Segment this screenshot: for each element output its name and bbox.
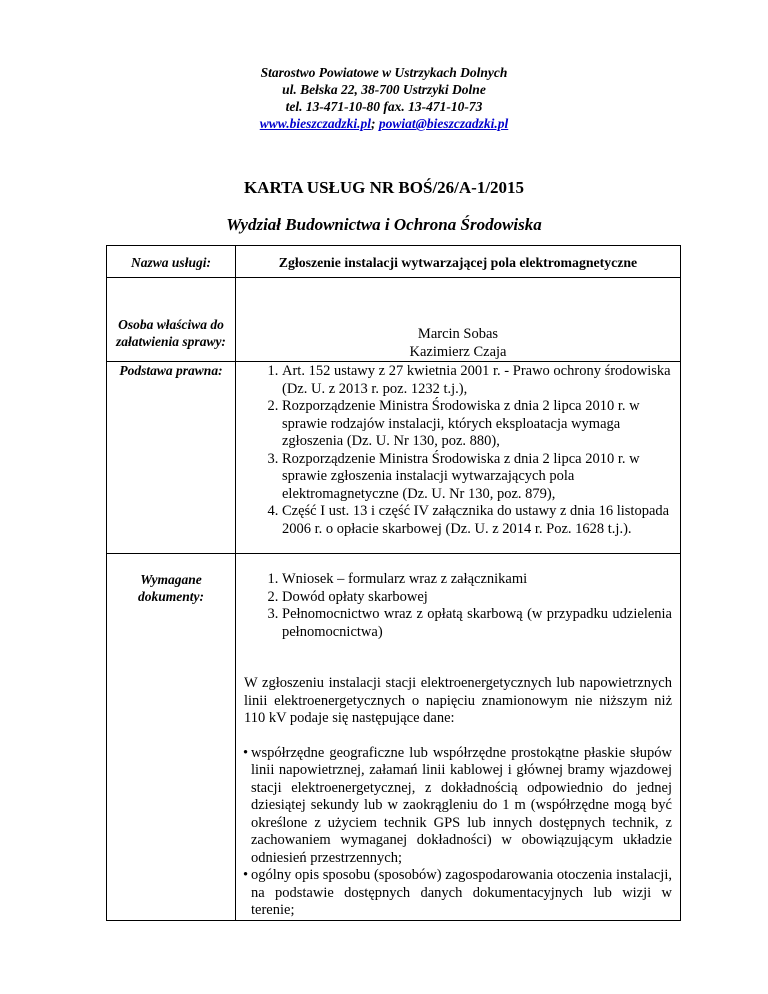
bullet-item [244, 867, 672, 920]
legal-item: 3. Rozporządzenie Ministra Środowiska z dnia 2 lipca 2010 r. w sprawie zgłoszenia instalacji wytwarzających pola elektromagnetyczne (Dz. U. Nr 130, poz. 879), [282, 451, 674, 504]
card-title: KARTA USŁUG NR BOŚ/26/A-1/2015 [243, 178, 525, 197]
bullet-item [244, 745, 672, 868]
office-header [0, 64, 768, 132]
legal-item: 4. Część I ust. 13 i część IV załącznika do ustawy z dnia 16 listopada 2006 r. o opłacie skarbowej (Dz. U. z 2014 r. Poz. 1628 t.j.). [282, 503, 674, 538]
bullet-text: współrzędne geograficzne lub współrzędne prostokątne płaskie słupów linii napowietrznej, załamań linii kablowej i głównej bramy wjazdowej stacji elektroenergetycznej, z dokładnością odpowiednio do jednej dziesiątej sekundy lub w zaokrągleniu do 1 m (współrzędne mogą być określone z użyciem technik GPS lub innych dostępnych technik, z zachowaniem wymaganej dokładności) w obowiązującym układzie odniesień przestrzennych; [251, 744, 672, 866]
document-item: 2. Dowód opłaty skarbowej [282, 589, 672, 607]
notification-paragraph: W zgłoszeniu instalacji stacji elektroenergetycznych lub napowietrznych linii elektroenergetycznych o napięciu znamionowym nie niższym niż 110 kV podaje się następujące dane: [244, 675, 672, 726]
documents-list [236, 571, 680, 641]
person-name: Marcin Sobas [417, 326, 499, 342]
service-card-table [106, 245, 681, 921]
document-item: 1. Wniosek – formularz wraz z załącznikami [282, 571, 672, 589]
service-value: Zgłoszenie instalacji wytwarzającej pola elektromagnetyczne [278, 255, 638, 270]
bullet-glyph: • [243, 744, 249, 761]
bullet-glyph: • [243, 867, 249, 883]
legal-item: 1. Art. 152 ustawy z 27 kwietnia 2001 r. - Prawo ochrony środowiska (Dz. U. z 2013 r. poz. 1232 t.j.), [282, 363, 674, 398]
data-bullet-list [244, 745, 672, 920]
person-row [107, 278, 681, 362]
person-label: Osoba właściwa do załatwienia sprawy: [116, 317, 226, 349]
website-link[interactable]: www.bieszczadzki.pl [259, 116, 371, 131]
link-separator: ; [371, 116, 376, 131]
office-links [0, 115, 768, 132]
office-name: Starostwo Powiatowe w Ustrzykach Dolnych [260, 65, 508, 80]
bullet-text: ogólny opis sposobu (sposobów) zagospodarowania otoczenia instalacji, na podstawie dostępnych danych dokumentacyjnych lub wizji w terenie; [251, 867, 672, 918]
person-name: Kazimierz Czaja [409, 343, 507, 360]
legal-label: Podstawa prawna: [119, 363, 223, 378]
person-names [236, 278, 680, 361]
department-title: Wydział Budownictwa i Ochrona Środowiska [226, 215, 542, 234]
email-link[interactable]: powiat@bieszczadzki.pl [378, 116, 509, 131]
legal-item: 2. Rozporządzenie Ministra Środowiska z dnia 2 lipca 2010 r. w sprawie rodzajów instalacji, których eksploatacja wymaga zgłoszenia (Dz. U. Nr 130, poz. 880), [282, 398, 674, 451]
service-label: Nazwa usługi: [131, 255, 211, 270]
legal-list [236, 363, 680, 538]
legal-basis-row [107, 362, 681, 554]
office-address: ul. Bełska 22, 38-700 Ustrzyki Dolne [282, 82, 486, 97]
documents-row [107, 554, 681, 921]
documents-label: Wymagane dokumenty: [138, 572, 204, 604]
service-row [107, 246, 681, 278]
document-item: 3. Pełnomocnictwo wraz z opłatą skarbową (w przypadku udzielenia pełnomocnictwa) [282, 606, 672, 641]
office-phone: tel. 13-471-10-80 fax. 13-471-10-73 [285, 99, 483, 114]
